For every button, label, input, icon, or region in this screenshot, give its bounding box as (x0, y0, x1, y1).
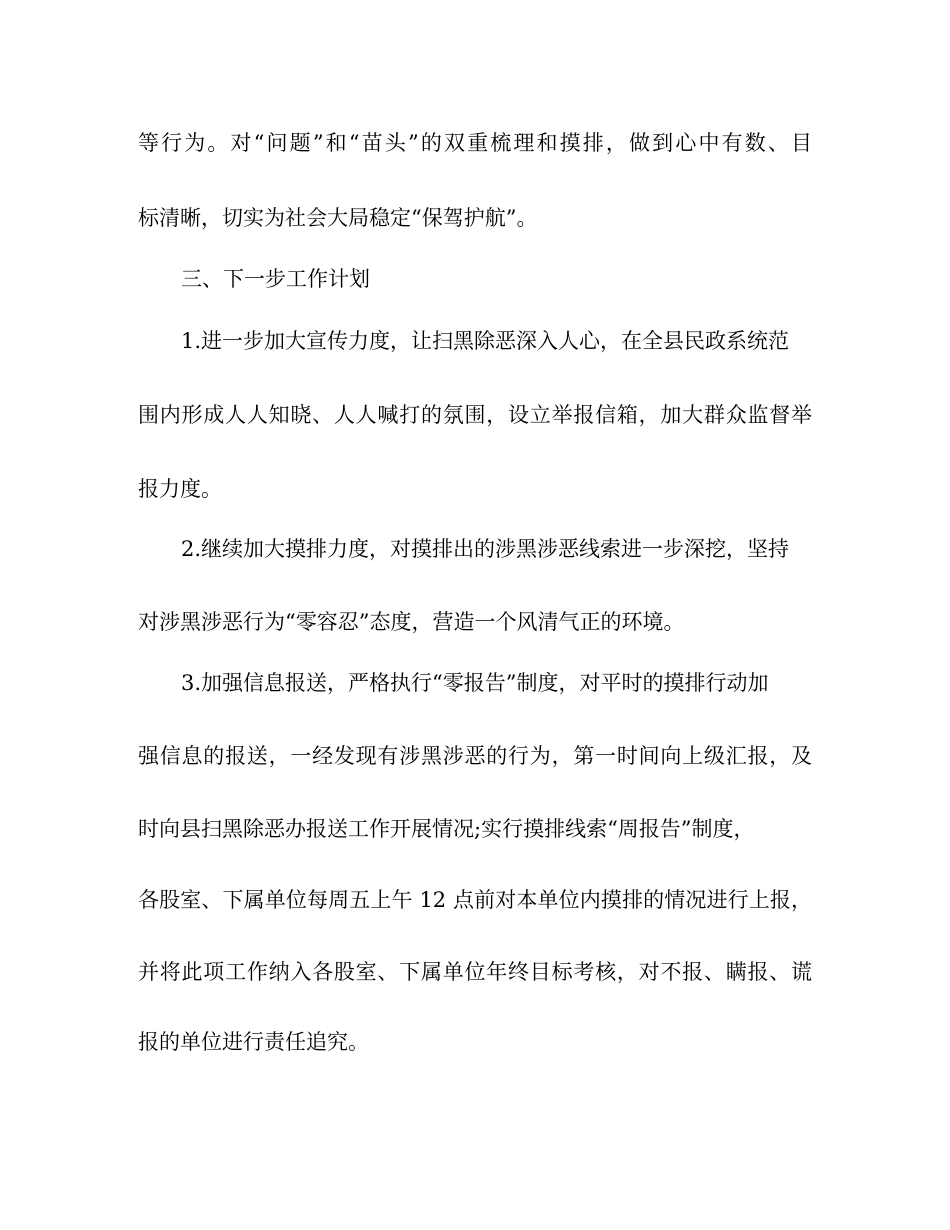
paragraph-line: 各股室、下属单位每周五上午 12 点前对本单位内摸排的情况进行上报， (138, 888, 812, 912)
paragraph-line: 时向县扫黑除恶办报送工作开展情况;实行摸排线索“周报告”制度， (138, 817, 755, 841)
paragraph-line: 强信息的报送，一经发现有涉黑涉恶的行为，第一时间向上级汇报，及 (138, 744, 812, 768)
paragraph-line: 报力度。 (138, 477, 222, 501)
paragraph-line: 1.进一步加大宣传力度，让扫黑除恶深入人心，在全县民政系统范 (181, 329, 790, 353)
paragraph-line: 等行为。对“问题”和“苗头”的双重梳理和摸排，做到心中有数、目 (138, 131, 812, 155)
paragraph-line: 标清晰，切实为社会大局稳定“保驾护航”。 (138, 206, 538, 230)
paragraph-line: 对涉黑涉恶行为“零容忍”态度，营造一个风清气正的环境。 (138, 610, 685, 634)
paragraph-line: 围内形成人人知晓、人人喊打的氛围，设立举报信箱，加大群众监督举 (138, 403, 812, 427)
paragraph-line: 并将此项工作纳入各股室、下属单位年终目标考核，对不报、瞒报、谎 (138, 960, 812, 984)
paragraph-line: 2.继续加大摸排力度，对摸排出的涉黑涉恶线索进一步深挖，坚持 (181, 537, 790, 561)
section-heading: 三、下一步工作计划 (181, 267, 370, 291)
paragraph-line: 报的单位进行责任追究。 (138, 1030, 369, 1054)
paragraph-line: 3.加强信息报送，严格执行“零报告”制度，对平时的摸排行动加 (181, 671, 769, 695)
